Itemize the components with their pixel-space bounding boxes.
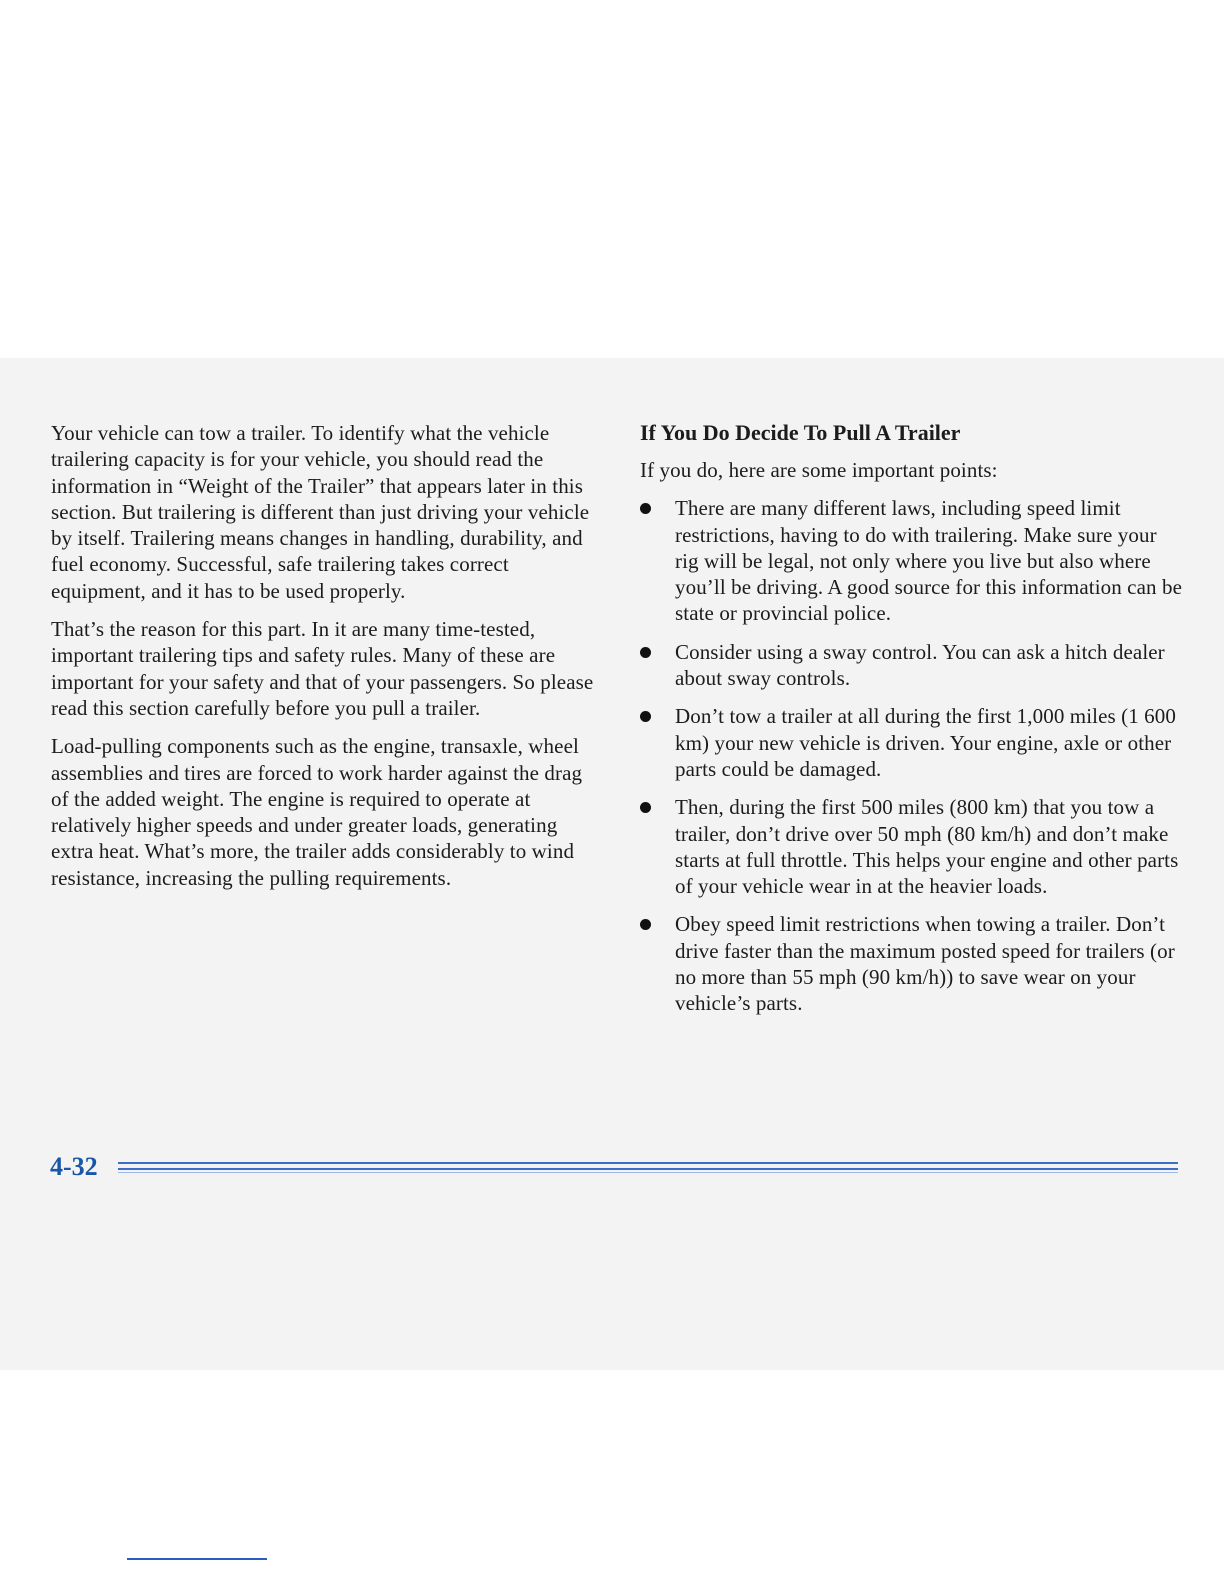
intro-text: If you do, here are some important points: [640,458,998,482]
list-item-text: There are many different laws, including speed limit restrictions, having to do with trailering. Make sure your rig will be legal, not only where you live but also where you’ll be driving. A good source for this information can be state or provincial police. [675,496,1182,626]
list-item-text: Obey speed limit restrictions when towing a trailer. Don’t drive faster than the maximum posted speed for trailers (or no more than 55 mph (90 km/h)) to save wear on your vehicle’s parts. [675,912,1175,1016]
footer-rule-line [118,1162,1178,1164]
list-item [640,639,1185,692]
bullet-icon [640,802,651,813]
list-item-text: Then, during the first 500 miles (800 km) that you tow a trailer, don’t drive over 50 mph (80 km/h) and don’t make starts at full throttle. This helps your engine and other parts of your vehicle wear in at the heavier loads. [675,795,1179,899]
footer-rule-line [118,1172,1178,1173]
footer-rule [118,1162,1178,1174]
bullet-icon [640,919,651,930]
bullet-list [640,495,1185,1016]
section-heading: If You Do Decide To Pull A Trailer [640,420,961,445]
list-item-text: Consider using a sway control. You can ask a hitch dealer about sway controls. [675,639,1165,691]
right-column [640,420,1185,1029]
bullet-icon [640,503,651,514]
body-paragraph: Your vehicle can tow a trailer. To identify what the vehicle trailering capacity is for your vehicle, you should read the information in “Weight of the Trailer” that appears later in this section. But trailering is different than just driving your vehicle by itself. Trailering means changes in handling, durability, and fuel economy. Successful, safe trailering takes correct equipment, and it has to be used properly. [51,421,590,603]
page-number: 4-32 [50,1152,98,1181]
footer-rule-line [118,1168,1178,1170]
list-item [640,911,1185,1016]
list-item [640,703,1185,782]
list-item-text: Don’t tow a trailer at all during the first 1,000 miles (1 600 km) your new vehicle is driven. Your engine, axle or other parts could be damaged. [675,704,1176,781]
body-paragraph: Load-pulling components such as the engine, transaxle, wheel assemblies and tires are forced to work harder against the drag of the added weight. The engine is required to operate at relatively higher speeds and under greater loads, generating extra heat. What’s more, the trailer adds considerably to wind resistance, increasing the pulling requirements. [51,734,583,890]
list-item [640,794,1185,899]
bottom-link-underline[interactable] [127,1558,267,1560]
body-paragraph: That’s the reason for this part. In it are many time-tested, important trailering tips and safety rules. Many of these are important for your safety and that of your passengers. So please read this section carefully before you pull a trailer. [51,617,594,720]
bullet-icon [640,647,651,658]
list-item [640,495,1185,626]
bullet-icon [640,711,651,722]
left-column [51,420,599,903]
